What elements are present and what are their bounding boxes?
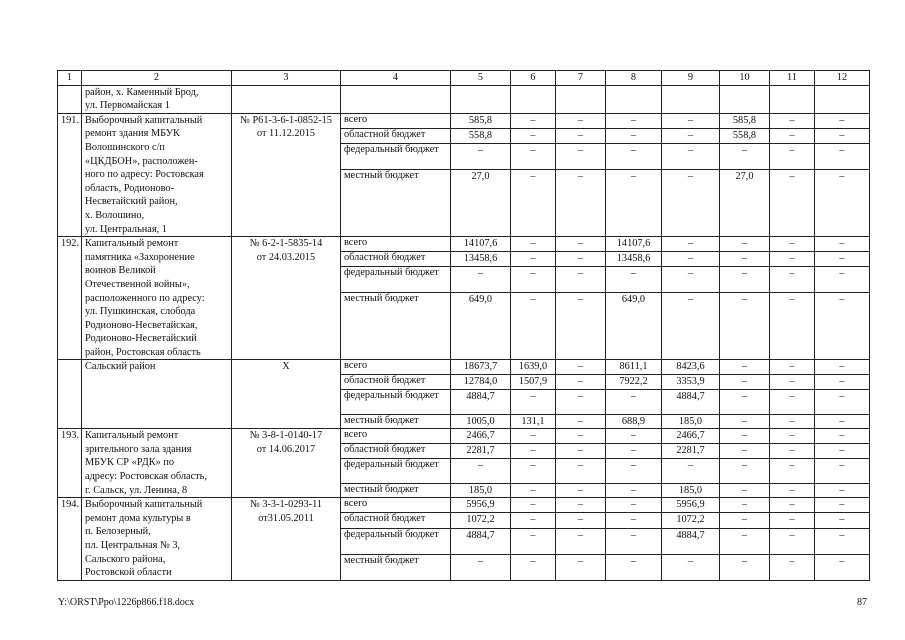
amount-cell: – [511,252,556,267]
cell-line: Капитальный ремонт [85,238,179,250]
column-number: 9 [662,71,720,86]
funding-source: всего [341,429,451,444]
amount-cell: – [662,128,720,143]
amount-cell: – [815,375,870,390]
cell-line: Отечественной войны», [85,278,190,290]
amount-cell: – [606,528,662,554]
document-reference [232,237,341,360]
funding-source: всего [341,360,451,375]
row-number: 191. [58,113,82,236]
funding-source: областной бюджет [341,128,451,143]
amount-cell: – [720,554,770,580]
amount-cell: – [815,113,870,128]
amount-cell: – [511,483,556,498]
cell-line: ул. Центральная, 1 [85,223,167,235]
funding-source: федеральный бюджет [341,458,451,483]
column-number: 11 [770,71,815,86]
cell-line: область, Родионово- [85,182,175,194]
amount-cell: – [720,414,770,429]
cell-line: Выборочный капитальный [85,499,203,511]
amount-cell: 649,0 [606,293,662,360]
column-number: 6 [511,71,556,86]
amount-cell: – [606,169,662,236]
amount-cell: 5956,9 [451,498,511,513]
amount-cell: – [770,169,815,236]
amount-cell: – [511,143,556,169]
amount-cell: – [720,252,770,267]
cell-line: зрительного зала здания [85,443,192,455]
cell-line: от 24.03.2015 [256,251,316,263]
amount-cell: – [556,528,606,554]
cell-line: район, Ростовская область [85,346,201,358]
amount-cell: – [770,143,815,169]
cell-line: № 3-3-1-0293-11 [249,499,323,511]
cell-line: воинов Великой [85,265,156,277]
cell-line: район, х. Каменный Брод, [85,86,199,98]
cell-line: Родионово-Несветайский [85,333,197,345]
column-number: 3 [232,71,341,86]
cell-line: ремонт дома культуры в [85,512,191,524]
amount-cell: – [556,237,606,252]
object-description [82,113,232,236]
funding-source: федеральный бюджет [341,267,451,293]
amount-cell: – [662,293,720,360]
funding-source: местный бюджет [341,483,451,498]
empty-cell [815,85,870,113]
amount-cell: – [720,498,770,513]
amount-cell: – [606,389,662,414]
column-number: 10 [720,71,770,86]
file-path: Y:\ORST\Ppo\1226p866.f18.docx [58,597,195,608]
amount-cell: 13458,6 [606,252,662,267]
amount-cell: – [606,498,662,513]
amount-cell: – [511,498,556,513]
table-row [58,429,870,444]
amount-cell: – [815,429,870,444]
amount-cell: – [720,237,770,252]
amount-cell: – [556,458,606,483]
amount-cell: – [770,414,815,429]
amount-cell: – [815,443,870,458]
amount-cell: – [556,389,606,414]
table-row [58,237,870,252]
amount-cell: – [511,169,556,236]
funding-source: местный бюджет [341,169,451,236]
cell-line: ул. Пушкинская, слобода [85,306,196,318]
table-row [58,360,870,375]
amount-cell: 558,8 [451,128,511,143]
amount-cell: – [815,360,870,375]
cell-line: Волошинского с/п [85,141,165,153]
document-reference [232,113,341,236]
table-row [58,498,870,513]
amount-cell: – [606,483,662,498]
cell-line: г. Сальск, ул. Ленина, 8 [85,484,188,496]
amount-cell: – [720,360,770,375]
amount-cell: – [606,429,662,444]
amount-cell: – [720,267,770,293]
row-number: 194. [58,498,82,581]
funding-source: местный бюджет [341,554,451,580]
amount-cell: – [815,458,870,483]
amount-cell: – [770,498,815,513]
amount-cell: 27,0 [451,169,511,236]
amount-cell: – [511,443,556,458]
amount-cell: 4884,7 [451,528,511,554]
document-reference [232,429,341,498]
amount-cell: – [662,267,720,293]
amount-cell: – [815,267,870,293]
cell-line: Ростовской области [85,567,172,579]
cell-line: ного по адресу: Ростовская [85,169,204,181]
funding-source: федеральный бюджет [341,143,451,169]
amount-cell: – [770,375,815,390]
amount-cell: 14107,6 [606,237,662,252]
empty-cell [232,85,341,113]
empty-cell [451,85,511,113]
amount-cell: 13458,6 [451,252,511,267]
amount-cell: 2281,7 [662,443,720,458]
budget-table [57,70,870,581]
amount-cell: – [606,128,662,143]
funding-source: всего [341,113,451,128]
amount-cell: – [511,458,556,483]
amount-cell: – [815,498,870,513]
amount-cell: – [606,458,662,483]
amount-cell: – [511,429,556,444]
cell-line: № 3-8-1-0140-17 [249,430,323,442]
cell-line: памятника «Захоронение [85,251,195,263]
cell-line: № Р61-3-6-1-0852-15 [240,114,332,126]
amount-cell: 185,0 [662,483,720,498]
cell-line: ул. Первомайская 1 [85,100,170,112]
amount-cell: – [770,360,815,375]
cell-line: пл. Центральная № 3, [85,540,181,551]
cell-line: Капитальный ремонт [85,430,179,442]
empty-cell [770,85,815,113]
amount-cell: 4884,7 [451,389,511,414]
cell-line: от 11.12.2015 [256,128,316,140]
amount-cell: 585,8 [451,113,511,128]
object-description [82,429,232,498]
amount-cell: – [815,554,870,580]
column-number: 2 [82,71,232,86]
row-number [58,85,82,113]
amount-cell: – [770,554,815,580]
amount-cell: – [770,429,815,444]
column-number: 8 [606,71,662,86]
amount-cell: – [606,113,662,128]
object-description [82,85,232,113]
cell-line: Несветайский район, [85,196,178,208]
amount-cell: – [770,128,815,143]
amount-cell: – [770,528,815,554]
document-reference [232,360,341,429]
header-row [58,71,870,86]
amount-cell: – [770,513,815,528]
column-number: 12 [815,71,870,86]
cell-line: Сальский район [85,361,156,373]
amount-cell: – [451,267,511,293]
row-number: 192. [58,237,82,360]
amount-cell: – [662,458,720,483]
column-number: 5 [451,71,511,86]
page-number: 87 [857,597,867,608]
amount-cell: – [556,267,606,293]
amount-cell: – [770,483,815,498]
funding-source: всего [341,237,451,252]
amount-cell: – [511,237,556,252]
funding-source: областной бюджет [341,252,451,267]
amount-cell: – [556,113,606,128]
amount-cell: – [815,414,870,429]
column-number: 1 [58,71,82,86]
amount-cell: – [511,389,556,414]
row-number: 193. [58,429,82,498]
funding-source: федеральный бюджет [341,528,451,554]
empty-cell [511,85,556,113]
amount-cell: 4884,7 [662,528,720,554]
amount-cell: 185,0 [451,483,511,498]
cell-line: МБУК СР «РДК» по [85,457,174,469]
amount-cell: – [720,443,770,458]
amount-cell: – [770,113,815,128]
amount-cell: 1072,2 [451,513,511,528]
column-number: 4 [341,71,451,86]
amount-cell: 7922,2 [606,375,662,390]
amount-cell: – [770,237,815,252]
amount-cell: 14107,6 [451,237,511,252]
empty-cell [556,85,606,113]
empty-cell [341,85,451,113]
amount-cell: – [511,128,556,143]
amount-cell: – [556,483,606,498]
amount-cell: 2281,7 [451,443,511,458]
cell-line: от31.05.2011 [258,512,314,524]
cell-line: Сальского района, [85,553,166,565]
object-description [82,237,232,360]
amount-cell: – [556,169,606,236]
empty-cell [606,85,662,113]
cell-line: х. Волошино, [85,209,145,221]
amount-cell: – [770,443,815,458]
amount-cell: 8423,6 [662,360,720,375]
amount-cell: – [720,375,770,390]
cell-line: Родионово-Несветайская, [85,319,198,331]
amount-cell: – [556,128,606,143]
cell-line: от 14.06.2017 [256,443,316,455]
amount-cell: 1072,2 [662,513,720,528]
cell-line: ремонт здания МБУК [85,128,180,140]
amount-cell: 2466,7 [451,429,511,444]
amount-cell: – [720,429,770,444]
funding-source: областной бюджет [341,513,451,528]
amount-cell: 649,0 [451,293,511,360]
amount-cell: – [720,389,770,414]
amount-cell: – [451,554,511,580]
cell-line: № 6-2-1-5835-14 [249,238,323,250]
funding-source: федеральный бюджет [341,389,451,414]
amount-cell: – [720,513,770,528]
row-number [58,360,82,429]
amount-cell: 12784,0 [451,375,511,390]
amount-cell: – [815,293,870,360]
empty-cell [662,85,720,113]
amount-cell: – [606,267,662,293]
amount-cell: 131,1 [511,414,556,429]
amount-cell: – [662,554,720,580]
amount-cell: – [770,389,815,414]
amount-cell: 18673,7 [451,360,511,375]
amount-cell: 1639,0 [511,360,556,375]
amount-cell: – [662,113,720,128]
amount-cell: – [556,554,606,580]
amount-cell: – [606,143,662,169]
amount-cell: – [662,252,720,267]
amount-cell: – [815,389,870,414]
amount-cell: – [720,528,770,554]
amount-cell: – [720,143,770,169]
amount-cell: 1005,0 [451,414,511,429]
cell-line: п. Белозерный, [85,526,151,538]
amount-cell: – [606,513,662,528]
amount-cell: 185,0 [662,414,720,429]
amount-cell: – [451,143,511,169]
amount-cell: – [815,128,870,143]
cell-line: адресу: Ростовская область, [85,471,207,483]
funding-source: всего [341,498,451,513]
amount-cell: 5956,9 [662,498,720,513]
amount-cell: 585,8 [720,113,770,128]
amount-cell: – [556,375,606,390]
amount-cell: 2466,7 [662,429,720,444]
empty-cell [720,85,770,113]
amount-cell: – [556,513,606,528]
amount-cell: 3353,9 [662,375,720,390]
amount-cell: – [511,113,556,128]
amount-cell: – [815,528,870,554]
column-number: 7 [556,71,606,86]
funding-source: областной бюджет [341,375,451,390]
cell-line: расположенного по адресу: [85,292,205,304]
amount-cell: – [511,267,556,293]
amount-cell: 4884,7 [662,389,720,414]
amount-cell: – [770,267,815,293]
amount-cell: – [556,252,606,267]
amount-cell: – [815,252,870,267]
amount-cell: – [556,360,606,375]
amount-cell: – [662,169,720,236]
funding-source: местный бюджет [341,414,451,429]
amount-cell: – [606,554,662,580]
cell-line: Выборочный капитальный [85,114,203,126]
amount-cell: – [770,293,815,360]
amount-cell: – [662,237,720,252]
amount-cell: – [770,458,815,483]
table-row [58,113,870,128]
amount-cell: – [511,513,556,528]
amount-cell: – [511,554,556,580]
amount-cell: – [720,458,770,483]
table-row [58,85,870,113]
funding-source: областной бюджет [341,443,451,458]
amount-cell: – [556,293,606,360]
amount-cell: 1507,9 [511,375,556,390]
amount-cell: – [815,169,870,236]
amount-cell: – [556,443,606,458]
amount-cell: 558,8 [720,128,770,143]
cell-line: Х [282,361,290,373]
cell-line: «ЦКДБОН», расположен- [85,155,198,167]
amount-cell: – [662,143,720,169]
amount-cell: 27,0 [720,169,770,236]
amount-cell: – [815,483,870,498]
amount-cell: – [815,237,870,252]
amount-cell: – [606,443,662,458]
amount-cell: – [511,528,556,554]
document-reference [232,498,341,581]
amount-cell: – [720,293,770,360]
amount-cell: – [451,458,511,483]
amount-cell: 8611,1 [606,360,662,375]
object-description [82,360,232,429]
amount-cell: – [815,143,870,169]
amount-cell: – [770,252,815,267]
amount-cell: – [556,498,606,513]
amount-cell: – [720,483,770,498]
amount-cell: – [556,143,606,169]
amount-cell: – [815,513,870,528]
amount-cell: – [511,293,556,360]
table-body [58,71,870,581]
amount-cell: – [556,414,606,429]
amount-cell: 688,9 [606,414,662,429]
funding-source: местный бюджет [341,293,451,360]
object-description [82,498,232,581]
amount-cell: – [556,429,606,444]
